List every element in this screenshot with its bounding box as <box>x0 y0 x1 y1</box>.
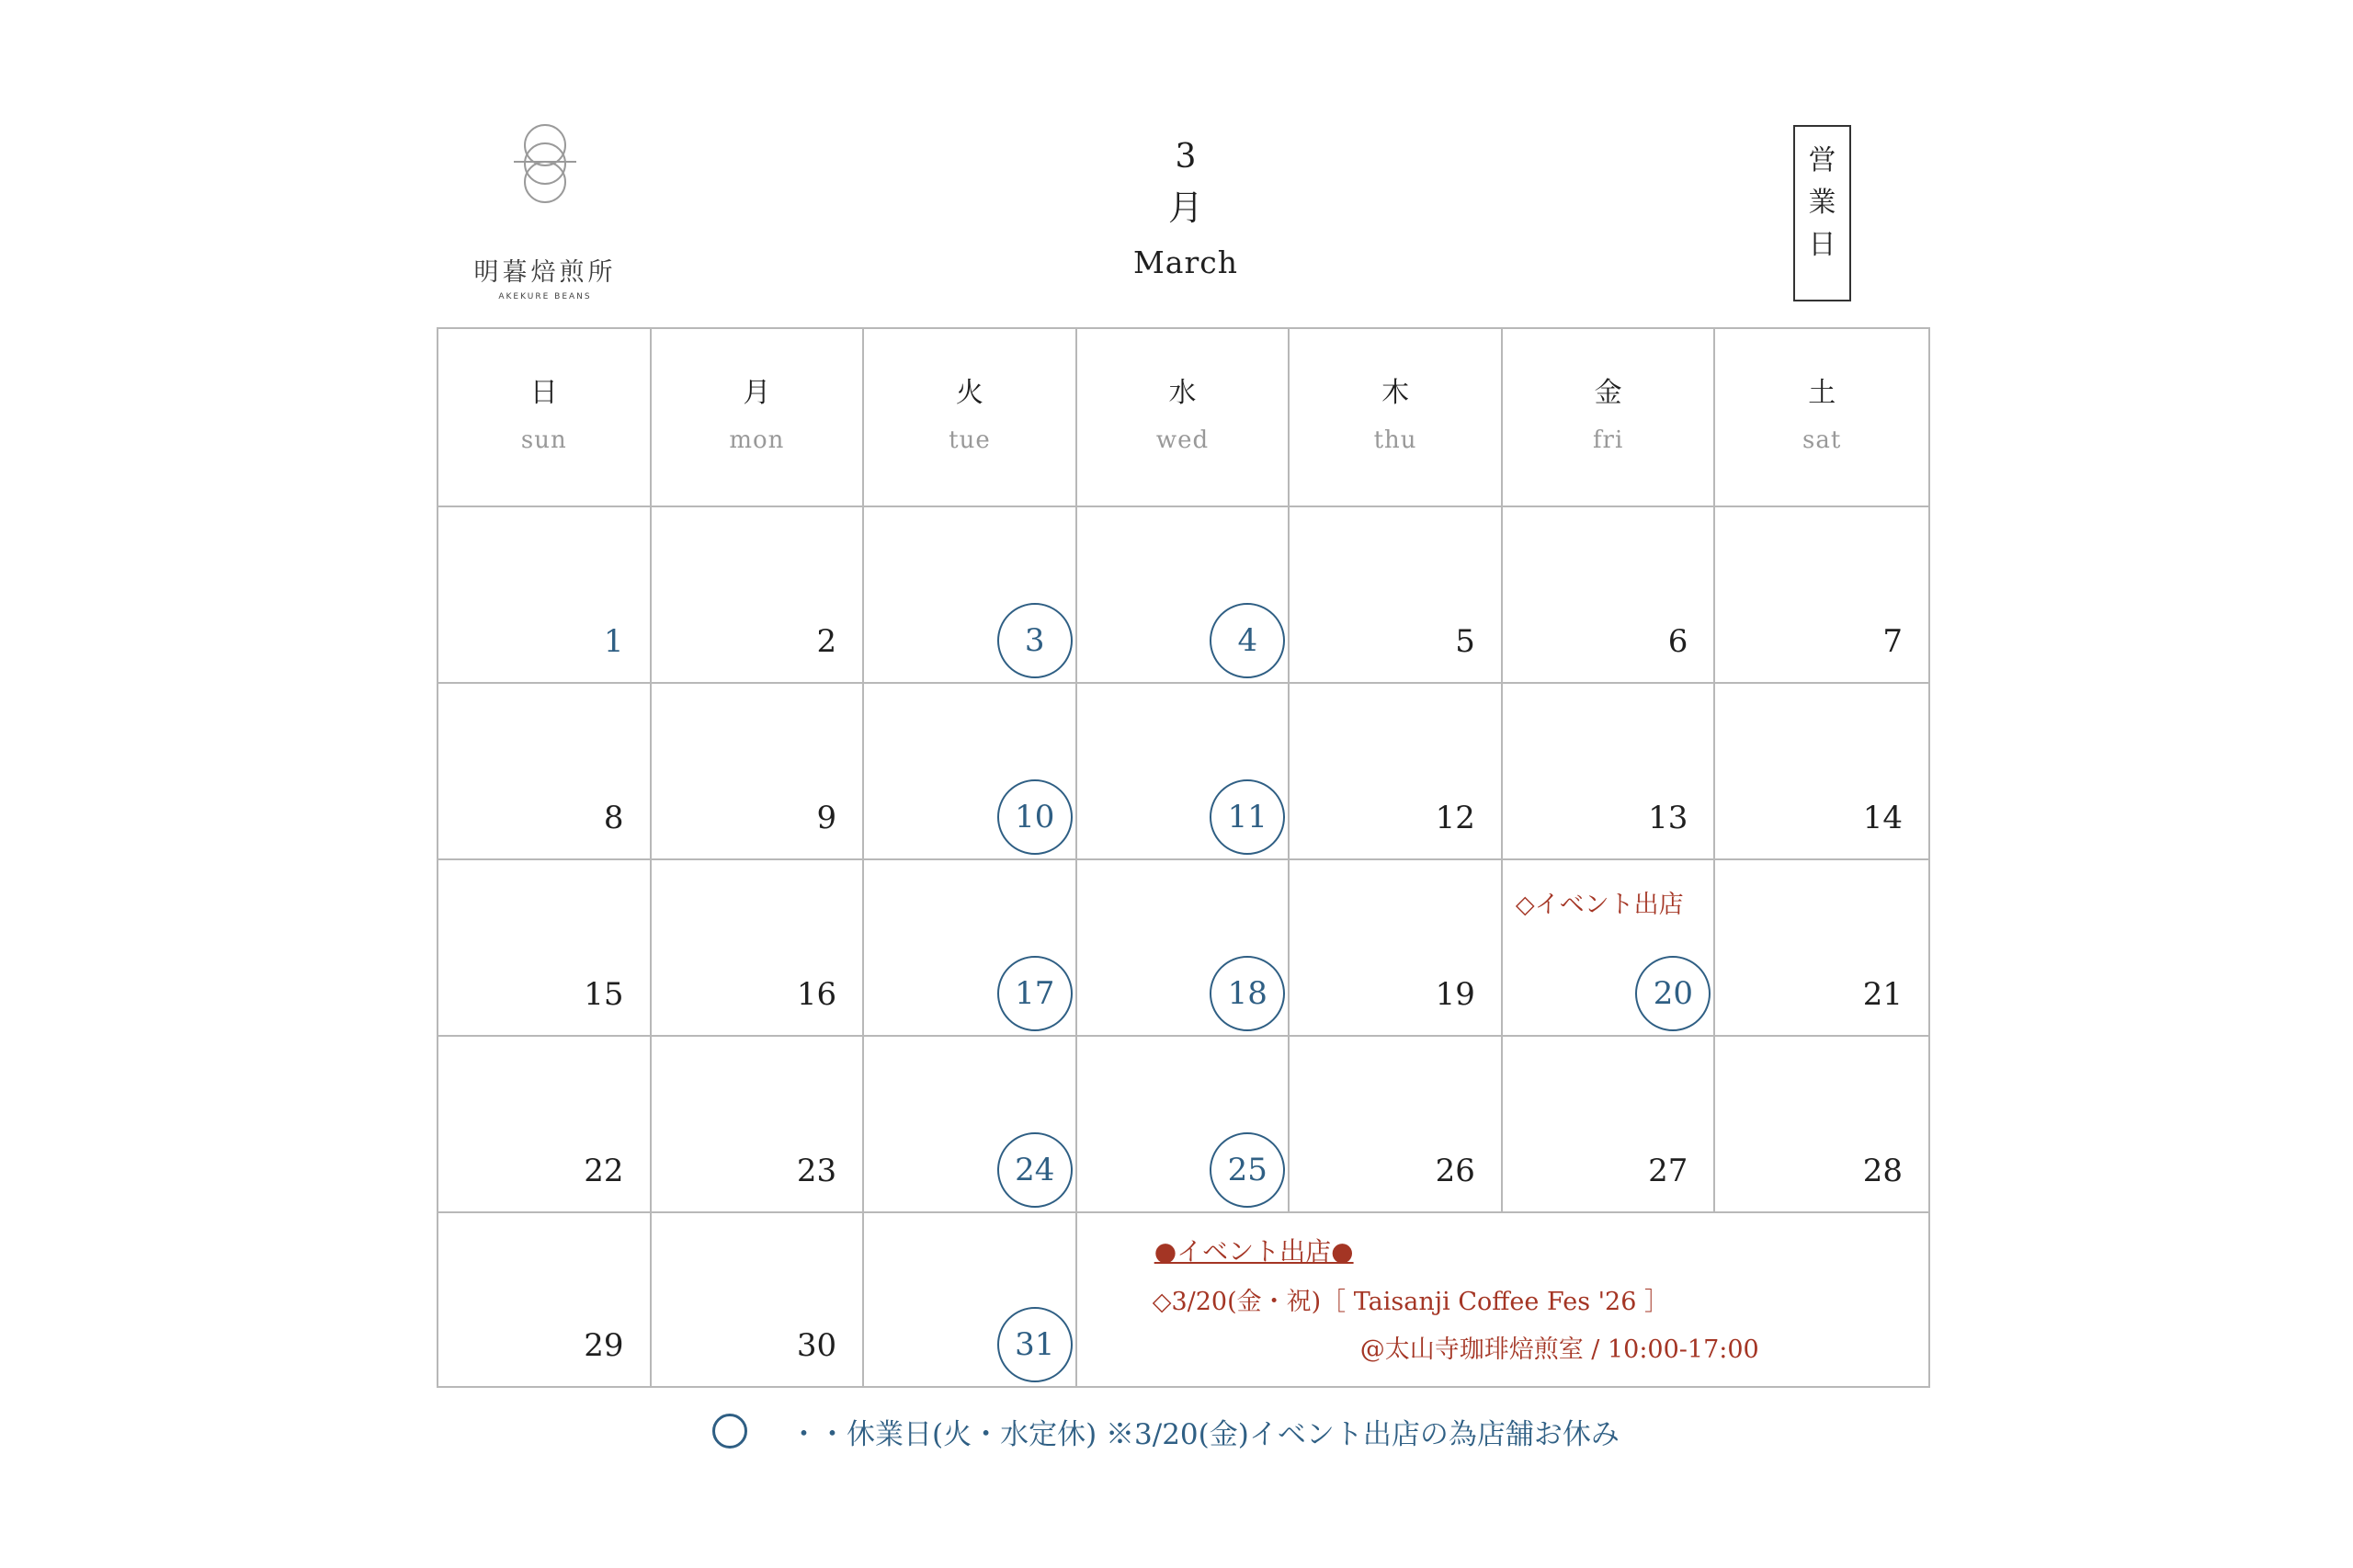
day-number: 8 <box>603 800 624 836</box>
event-day-note: ◇イベント出店 <box>1515 891 1684 919</box>
calendar-grid <box>437 327 1930 1388</box>
weekday-jp: 月 <box>743 377 771 409</box>
weekday-jp: 日 <box>529 377 558 409</box>
logo-subtitle: AKEKURE BEANS <box>498 292 592 301</box>
weekday-header-cell <box>1077 329 1290 506</box>
month-number: 3 <box>1175 138 1197 176</box>
closed-day-number: 24 <box>997 1132 1073 1208</box>
day-number: 19 <box>1435 976 1475 1013</box>
event-detail-line: ◇3/20(金・祝)［ Taisanji Coffee Fes '26 ］ <box>1152 1288 1669 1316</box>
biz-char: 日 <box>1808 229 1836 261</box>
weekday-jp: 土 <box>1808 377 1836 409</box>
day-cell <box>1290 684 1503 858</box>
day-number: 15 <box>584 976 624 1013</box>
closed-day-number: 4 <box>1210 603 1285 678</box>
weekday-header-cell <box>1290 329 1503 506</box>
weekday-header-cell <box>864 329 1077 506</box>
weekday-jp: 木 <box>1381 377 1410 409</box>
weekday-en: sun <box>520 426 567 454</box>
closed-day-number: 18 <box>1210 956 1285 1031</box>
day-number: 27 <box>1648 1153 1688 1189</box>
day-cell <box>1715 684 1928 858</box>
day-number: 2 <box>816 623 837 660</box>
day-cell <box>864 1213 1077 1386</box>
day-cell <box>1503 1037 1716 1211</box>
month-title <box>1094 134 1278 290</box>
day-cell <box>864 684 1077 858</box>
biz-char: 業 <box>1808 187 1836 219</box>
day-cell <box>1077 1037 1290 1211</box>
day-number: 22 <box>584 1153 624 1189</box>
weekday-en: sat <box>1802 426 1842 454</box>
week-row <box>438 1213 1928 1386</box>
weekday-jp: 金 <box>1594 377 1622 409</box>
day-number: 9 <box>816 800 837 836</box>
weekday-header-cell <box>1503 329 1716 506</box>
closed-day-number: 17 <box>997 956 1073 1031</box>
weekday-en: thu <box>1373 426 1417 454</box>
event-venue-line: @太山寺珈琲焙煎室 / 10:00-17:00 <box>1359 1335 1759 1364</box>
week-row <box>438 507 1928 684</box>
business-days-label <box>1793 125 1851 301</box>
day-number: 13 <box>1648 800 1688 836</box>
biz-char: 営 <box>1808 144 1836 176</box>
day-cell <box>1503 507 1716 682</box>
month-english: March <box>1133 244 1238 280</box>
weekday-jp: 火 <box>955 377 983 409</box>
day-cell <box>1077 860 1290 1035</box>
day-cell <box>1077 507 1290 682</box>
weekday-jp: 水 <box>1168 377 1197 409</box>
day-cell <box>438 684 652 858</box>
day-number: 7 <box>1882 623 1903 660</box>
month-kanji: 月 <box>1167 187 1203 228</box>
day-cell <box>438 1037 652 1211</box>
day-cell <box>1503 860 1716 1035</box>
weekday-en: wed <box>1155 426 1210 454</box>
day-number: 14 <box>1862 800 1903 836</box>
day-cell <box>438 1213 652 1386</box>
closed-day-number: 25 <box>1210 1132 1285 1208</box>
closed-day-circle-icon <box>712 1414 747 1449</box>
weekday-en: mon <box>729 426 785 454</box>
day-cell <box>1503 684 1716 858</box>
day-number: 12 <box>1435 800 1475 836</box>
legend <box>712 1408 1620 1454</box>
day-number: 26 <box>1435 1153 1475 1189</box>
closed-day-number: 10 <box>997 779 1073 855</box>
day-cell <box>438 507 652 682</box>
day-cell <box>652 507 865 682</box>
week-row <box>438 684 1928 860</box>
day-cell <box>1290 507 1503 682</box>
day-cell <box>864 860 1077 1035</box>
day-cell <box>864 507 1077 682</box>
day-number: 29 <box>584 1327 624 1364</box>
closed-day-number: 20 <box>1635 956 1711 1031</box>
day-cell <box>438 860 652 1035</box>
weekday-header-cell <box>438 329 652 506</box>
weekday-en: tue <box>949 426 991 454</box>
day-number: 5 <box>1455 623 1475 660</box>
day-cell <box>652 1037 865 1211</box>
event-info-box <box>1077 1213 1928 1386</box>
week-row <box>438 1037 1928 1213</box>
day-cell <box>652 860 865 1035</box>
weekday-header-row <box>438 329 1928 507</box>
day-cell <box>864 1037 1077 1211</box>
closed-day-number: 31 <box>997 1307 1073 1382</box>
closed-day-number: 3 <box>997 603 1073 678</box>
day-cell <box>1077 684 1290 858</box>
day-number: 6 <box>1667 623 1688 660</box>
legend-text: ・・休業日(火・水定休) ※3/20(金)イベント出店の為店舗お休み <box>790 1417 1620 1451</box>
weekday-en: fri <box>1592 426 1624 454</box>
day-number: 1 <box>603 623 624 660</box>
day-number: 28 <box>1862 1153 1903 1189</box>
day-cell <box>652 1213 865 1386</box>
day-number: 30 <box>796 1327 837 1364</box>
day-cell <box>1715 860 1928 1035</box>
event-heading: ●イベント出店● <box>1154 1236 1354 1267</box>
day-number: 16 <box>796 976 837 1013</box>
logo-circles-icon <box>510 121 580 222</box>
day-cell <box>1715 1037 1928 1211</box>
shop-logo <box>458 121 632 305</box>
day-cell <box>652 684 865 858</box>
day-cell <box>1290 860 1503 1035</box>
day-cell <box>1290 1037 1503 1211</box>
weekday-header-cell <box>652 329 865 506</box>
day-number: 23 <box>796 1153 837 1189</box>
day-number: 21 <box>1862 976 1903 1013</box>
logo-text: 明暮焙煎所 <box>473 258 617 287</box>
week-row <box>438 860 1928 1037</box>
day-cell <box>1715 507 1928 682</box>
closed-day-number: 11 <box>1210 779 1285 855</box>
weekday-header-cell <box>1715 329 1928 506</box>
